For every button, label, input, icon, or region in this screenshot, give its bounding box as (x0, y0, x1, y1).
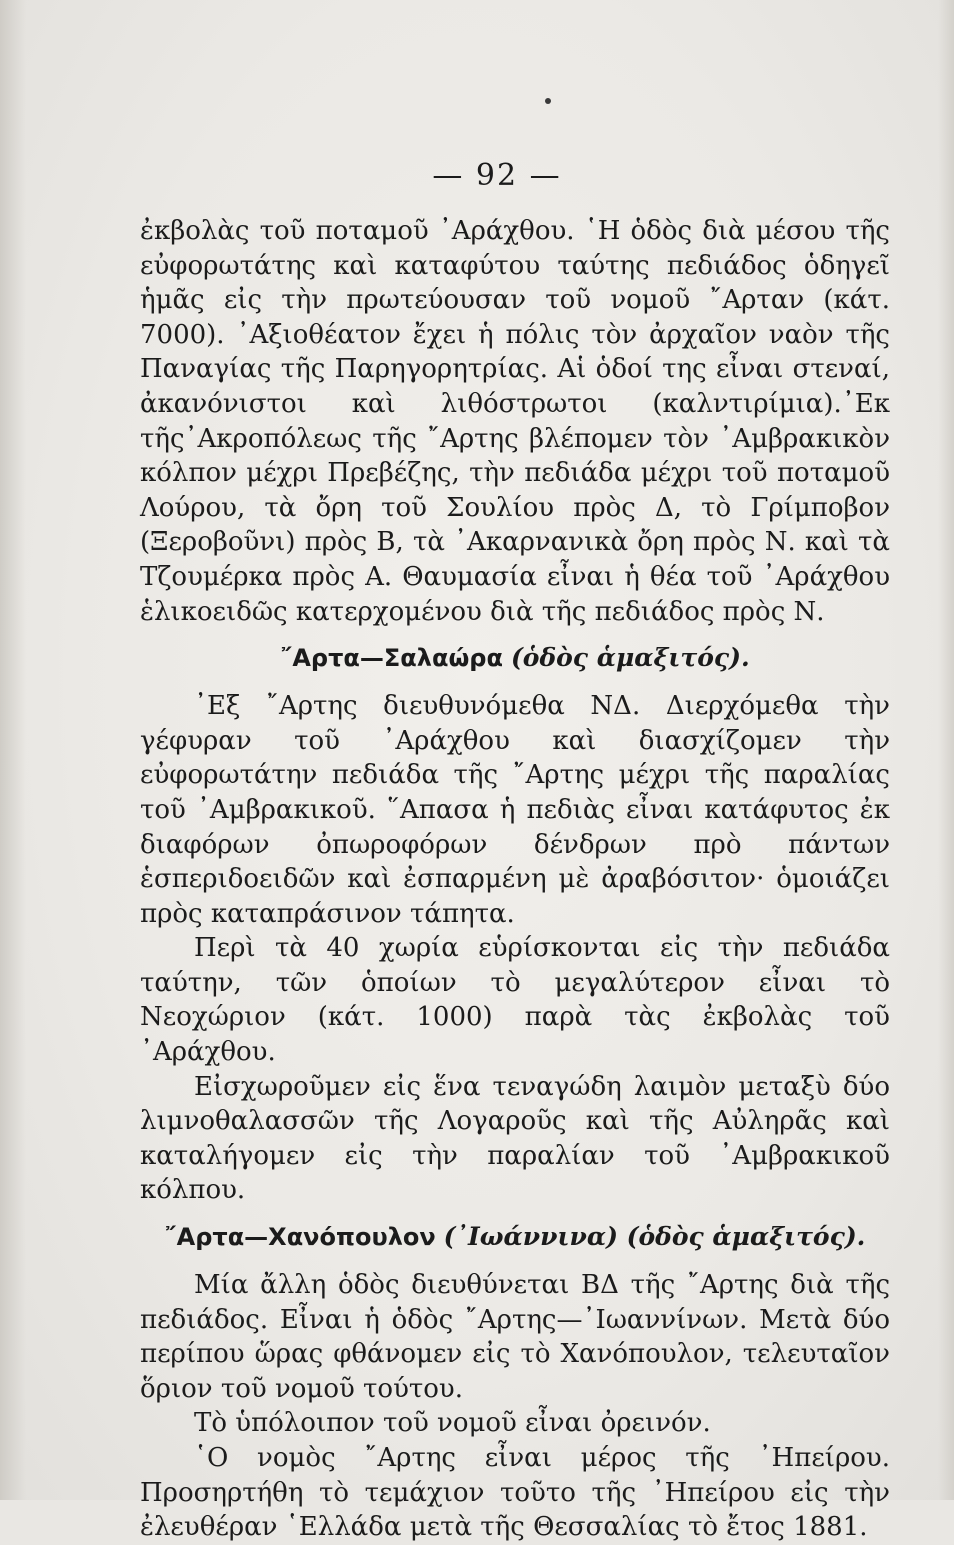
paragraph-chanopoulon-route: Μία ἄλλη ὁδὸς διευθύνεται ΒΔ τῆς ῎Αρτης διὰ τῆς πεδιάδος. Εἶναι ἡ ὁδὸς ῎Αρτης—᾿Ιωαννίνων. Μετὰ δύο περίπου ὥρας φθάνομεν εἰς τὸ Χανόπουλον, τελευταῖον ὅριον τοῦ νομοῦ τούτου. (140, 1270, 890, 1404)
paragraph-villages: Περὶ τὰ 40 χωρία εὑρίσκονται εἰς τὴν πεδιάδα ταύτην, τῶν ὁποίων τὸ μεγαλύτερον εἶναι τὸ Νεοχώριον (κάτ. 1000) παρὰ τὰς ἐκβολὰς τοῦ ᾿Αράχθου. (140, 933, 890, 1068)
paragraph-arta-description: ἐκβολὰς τοῦ ποταμοῦ ᾿Αράχθου. ῾Η ὁδὸς διὰ μέσου τῆς εὐφορωτάτης καὶ καταφύτου ταύτης πεδιάδος ὁδηγεῖ ἡμᾶς εἰς τὴν πρωτεύουσαν τοῦ νομοῦ ῎Αρταν (κάτ. 7000). ᾿Αξιοθέατον ἔχει ἡ πόλις τὸν ἀρχαῖον ναὸν τῆς Παναγίας τῆς Παρηγορητρίας. Αἱ ὁδοί της εἶναι στεναί, ἀκανόνιστοι καὶ λιθόστρωτοι (καλντιρίμια).᾿Εκ τῆς᾿Ακροπόλεως τῆς ῎Αρτης βλέπομεν τὸν ᾿Αμβρακικὸν κόλπον μέχρι Πρεβέζης, τὴν πεδιάδα μέχρι τοῦ ποταμοῦ Λούρου, τὰ ὄρη τοῦ Σουλίου πρὸς Δ, τὸ Γρίμποβον (Ξεροβοῦνι) πρὸς Β, τὰ ᾿Ακαρνανικὰ ὄρη πρὸς Ν. καὶ τὰ Τζουμέρκα πρὸς Α. Θαυμασία εἶναι ἡ θέα τοῦ ᾿Αράχθου ἑλικοειδῶς κατερχομένου διὰ τῆς πεδιάδος πρὸς Ν. (140, 216, 890, 627)
heading-route-type: (᾿Ιωάννινα) (ὁδὸς ἁμαξιτός). (443, 1222, 866, 1252)
paragraph-history: ῾Ο νομὸς ῎Αρτης εἶναι μέρος τῆς ᾿Ηπείρου. Προσηρτήθη τὸ τεμάχιον τοῦτο τῆς ᾿Ηπείρου εἰς τὴν ἐλευθέραν ῾Ελλάδα μετὰ τῆς Θεσσαλίας τὸ ἔτος 1881. (140, 1443, 890, 1543)
text-body (140, 214, 890, 1545)
page-edge-shadow-right (938, 0, 954, 1500)
ink-speck (545, 98, 551, 104)
page-number: — 92 — (432, 158, 562, 193)
heading-route-type: (ὁδὸς ἁμαξιτός). (510, 643, 750, 673)
paragraph-salaora-route: ᾿Εξ ῎Αρτης διευθυνόμεθα ΝΔ. Διερχόμεθα τὴν γέφυραν τοῦ ᾿Αράχθου καὶ διασχίζομεν τὴν εὐφορωτάτην πεδιάδα τῆς ῎Αρτης μέχρι τῆς παραλίας τοῦ ᾿Αμβρακικοῦ. ῞Απασα ἡ πεδιὰς εἶναι κατάφυτος ἐκ διαφόρων ὀπωροφόρων δένδρων πρὸ πάντων ἑσπεριδοειδῶν καὶ ἐσπαρμένη μὲ ἀραβόσιτον· ὁμοιάζει πρὸς καταπράσινον τάπητα. (140, 691, 890, 929)
page-edge-shadow-left (0, 0, 26, 1500)
paragraph-lagoons: Εἰσχωροῦμεν εἰς ἕνα τεναγώδη λαιμὸν μεταξὺ δύο λιμνοθαλασσῶν τῆς Λογαροῦς καὶ τῆς Αὐληρᾶς καὶ καταλήγομεν εἰς τὴν παραλίαν τοῦ ᾿Αμβρακικοῦ κόλπου. (140, 1071, 890, 1206)
heading-route-name: ῎Αρτα—Χανόπουλον (164, 1223, 436, 1252)
section-heading-arta-chanopoulon (140, 1220, 890, 1254)
section-heading-arta-salaora (140, 641, 890, 675)
paragraph-mountainous: Τὸ ὑπόλοιπον τοῦ νομοῦ εἶναι ὀρεινόν. (194, 1408, 711, 1439)
heading-route-name: ῎Αρτα—Σαλαώρα (280, 644, 503, 673)
